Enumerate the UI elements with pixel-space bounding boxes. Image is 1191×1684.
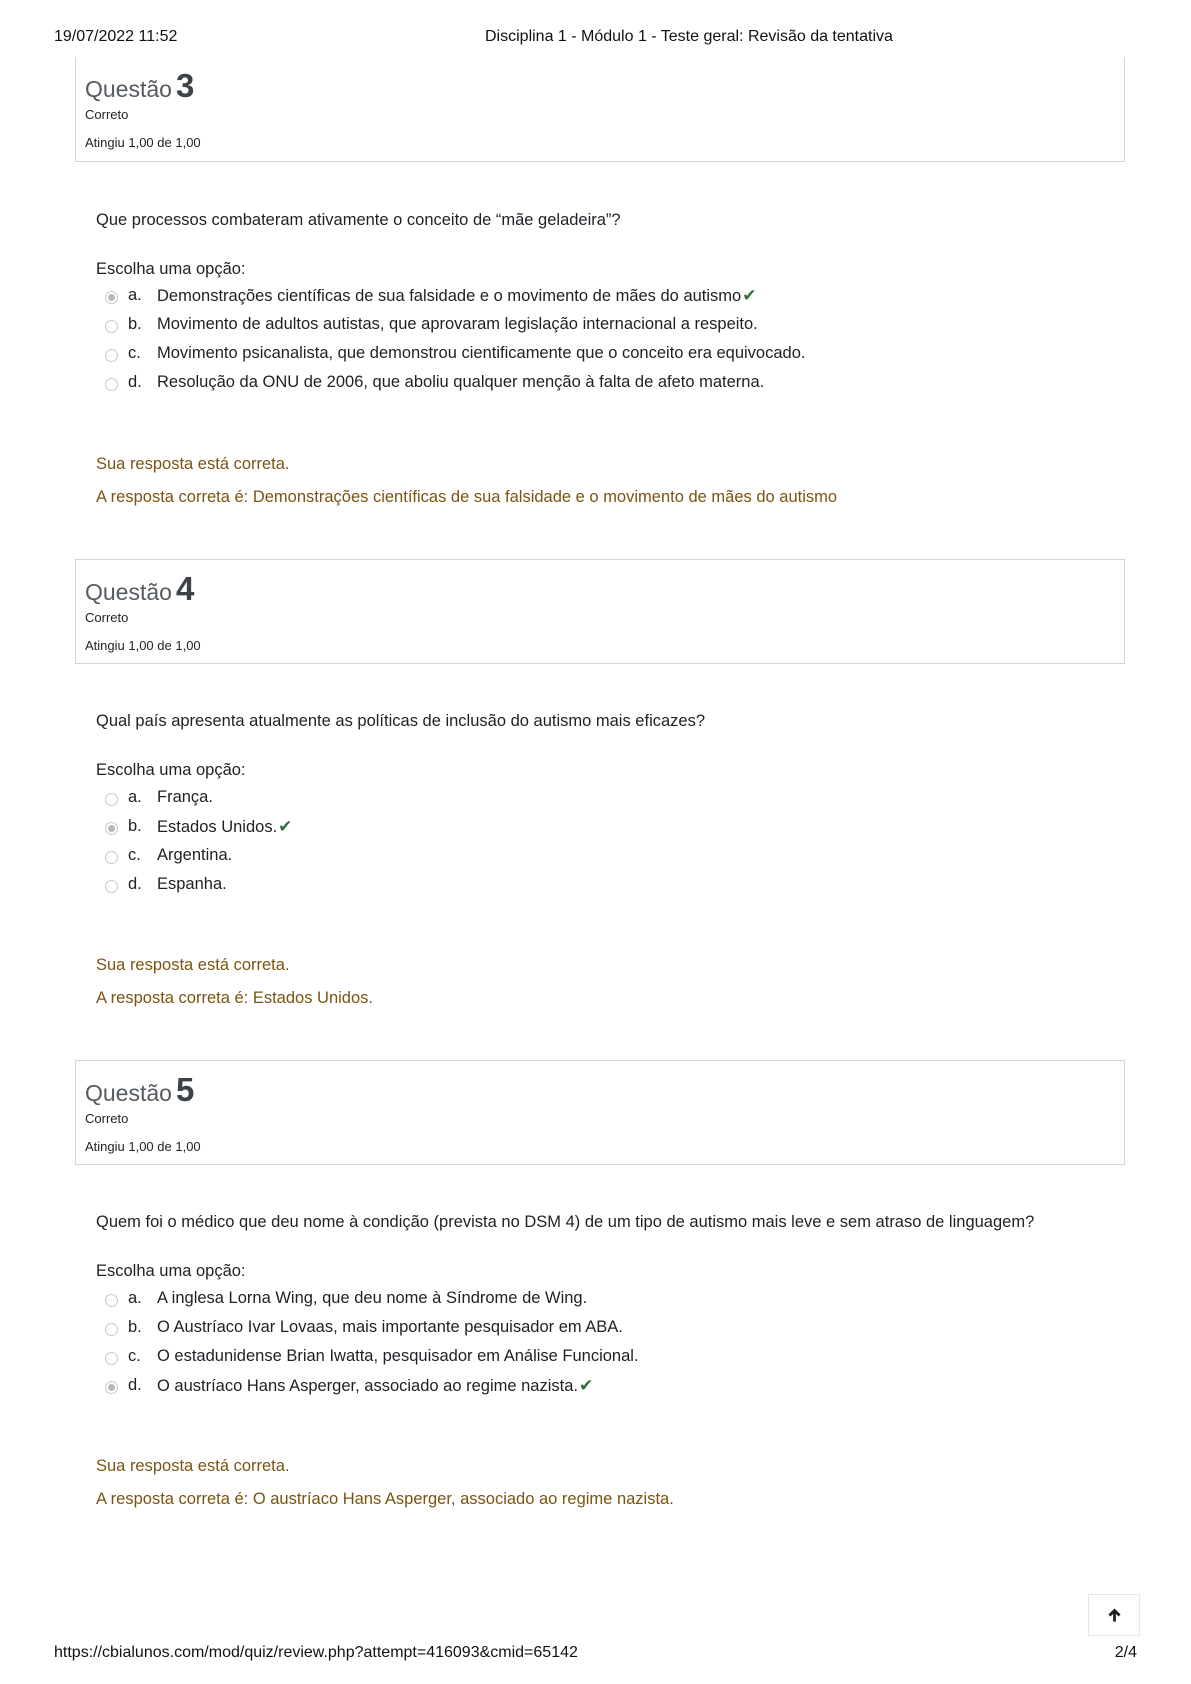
answer-option[interactable] <box>104 315 1004 344</box>
question-grade: Atingiu 1,00 de 1,00 <box>85 1139 201 1154</box>
right-answer-text: A resposta correta é: O austríaco Hans Asperger, associado ao regime nazista. <box>96 1490 674 1508</box>
radio-button[interactable] <box>105 1352 118 1365</box>
question-info-4 <box>75 559 1125 664</box>
feedback-text: Sua resposta está correta. <box>96 455 290 473</box>
radio-button[interactable] <box>105 291 118 304</box>
option-text: O austríaco Hans Asperger, associado ao regime nazista.✔ <box>157 1376 594 1395</box>
print-header <box>54 28 1137 50</box>
answer-option[interactable] <box>104 817 1004 846</box>
question-info-5 <box>75 1060 1125 1165</box>
radio-button[interactable] <box>105 793 118 806</box>
option-text: Movimento de adultos autistas, que aprovaram legislação internacional a respeito. <box>157 315 758 333</box>
answer-option[interactable] <box>104 1289 1004 1318</box>
answer-prompt: Escolha uma opção: <box>96 761 246 779</box>
answer-options <box>104 1289 1004 1405</box>
answer-option[interactable] <box>104 1376 1004 1405</box>
radio-button[interactable] <box>105 851 118 864</box>
option-letter: b. <box>128 315 142 333</box>
option-text: Demonstrações científicas de sua falsidade e o movimento de mães do autismo✔ <box>157 286 757 305</box>
answer-option[interactable] <box>104 373 1004 402</box>
answer-option[interactable] <box>104 286 1004 315</box>
feedback-text: Sua resposta está correta. <box>96 1457 290 1475</box>
radio-button[interactable] <box>105 822 118 835</box>
question-state: Correto <box>85 107 129 122</box>
feedback-text: Sua resposta está correta. <box>96 956 290 974</box>
answer-option[interactable] <box>104 1318 1004 1347</box>
option-letter: d. <box>128 1376 142 1394</box>
option-text: França. <box>157 788 213 806</box>
answer-prompt: Escolha uma opção: <box>96 260 246 278</box>
answer-option[interactable] <box>104 788 1004 817</box>
option-letter: c. <box>128 846 141 864</box>
question-info-3 <box>75 57 1125 162</box>
question-text: Quem foi o médico que deu nome à condição (prevista no DSM 4) de um tipo de autismo mais leve e sem atraso de linguagem? <box>96 1213 1035 1231</box>
question-text: Que processos combateram ativamente o conceito de “mãe geladeira”? <box>96 211 621 229</box>
answer-options <box>104 788 1004 904</box>
radio-button[interactable] <box>105 1381 118 1394</box>
answer-option[interactable] <box>104 344 1004 373</box>
option-letter: b. <box>128 1318 142 1336</box>
option-text: Espanha. <box>157 875 227 893</box>
option-letter: a. <box>128 1289 142 1307</box>
radio-button[interactable] <box>105 1294 118 1307</box>
radio-button[interactable] <box>105 1323 118 1336</box>
check-icon: ✔ <box>278 817 293 836</box>
question-state: Correto <box>85 610 129 625</box>
option-text: A inglesa Lorna Wing, que deu nome à Síndrome de Wing. <box>157 1289 588 1307</box>
option-letter: a. <box>128 788 142 806</box>
question-text: Qual país apresenta atualmente as políticas de inclusão do autismo mais eficazes? <box>96 712 706 730</box>
option-text: Argentina. <box>157 846 233 864</box>
option-text: Estados Unidos.✔ <box>157 817 293 836</box>
check-icon: ✔ <box>578 1376 594 1395</box>
option-text: O estadunidense Brian Iwatta, pesquisador em Análise Funcional. <box>157 1347 639 1365</box>
question-number: Questão 4 <box>85 570 195 607</box>
question-state: Correto <box>85 1111 129 1126</box>
answer-options <box>104 286 1004 402</box>
back-to-top-button[interactable] <box>1088 1594 1140 1636</box>
question-grade: Atingiu 1,00 de 1,00 <box>85 135 201 150</box>
question-grade: Atingiu 1,00 de 1,00 <box>85 638 201 653</box>
option-letter: b. <box>128 817 142 835</box>
answer-prompt: Escolha uma opção: <box>96 1262 246 1280</box>
page-number: 2/4 <box>1114 1644 1137 1661</box>
arrow-up-icon <box>1107 1607 1122 1623</box>
radio-button[interactable] <box>105 378 118 391</box>
page-url: https://cbialunos.com/mod/quiz/review.php?attempt=416093&cmid=65142 <box>54 1644 578 1661</box>
option-text: Resolução da ONU de 2006, que aboliu qualquer menção à falta de afeto materna. <box>157 373 765 391</box>
option-letter: c. <box>128 344 141 362</box>
answer-option[interactable] <box>104 1347 1004 1376</box>
option-letter: c. <box>128 1347 141 1365</box>
document-title: Disciplina 1 - Módulo 1 - Teste geral: Revisão da tentativa <box>485 28 893 45</box>
option-letter: a. <box>128 286 142 304</box>
check-icon: ✔ <box>742 286 757 305</box>
radio-button[interactable] <box>105 880 118 893</box>
right-answer-text: A resposta correta é: Demonstrações científicas de sua falsidade e o movimento de mães do autismo <box>96 488 838 506</box>
question-number: Questão 3 <box>85 67 195 104</box>
option-letter: d. <box>128 373 142 391</box>
answer-option[interactable] <box>104 846 1004 875</box>
radio-button[interactable] <box>105 320 118 333</box>
radio-button[interactable] <box>105 349 118 362</box>
option-text: O Austríaco Ivar Lovaas, mais importante pesquisador em ABA. <box>157 1318 623 1336</box>
option-text: Movimento psicanalista, que demonstrou cientificamente que o conceito era equivocado. <box>157 344 806 362</box>
print-footer <box>54 1644 1137 1666</box>
question-number: Questão 5 <box>85 1071 195 1108</box>
right-answer-text: A resposta correta é: Estados Unidos. <box>96 989 373 1007</box>
option-letter: d. <box>128 875 142 893</box>
answer-option[interactable] <box>104 875 1004 904</box>
print-datetime: 19/07/2022 11:52 <box>54 28 178 45</box>
